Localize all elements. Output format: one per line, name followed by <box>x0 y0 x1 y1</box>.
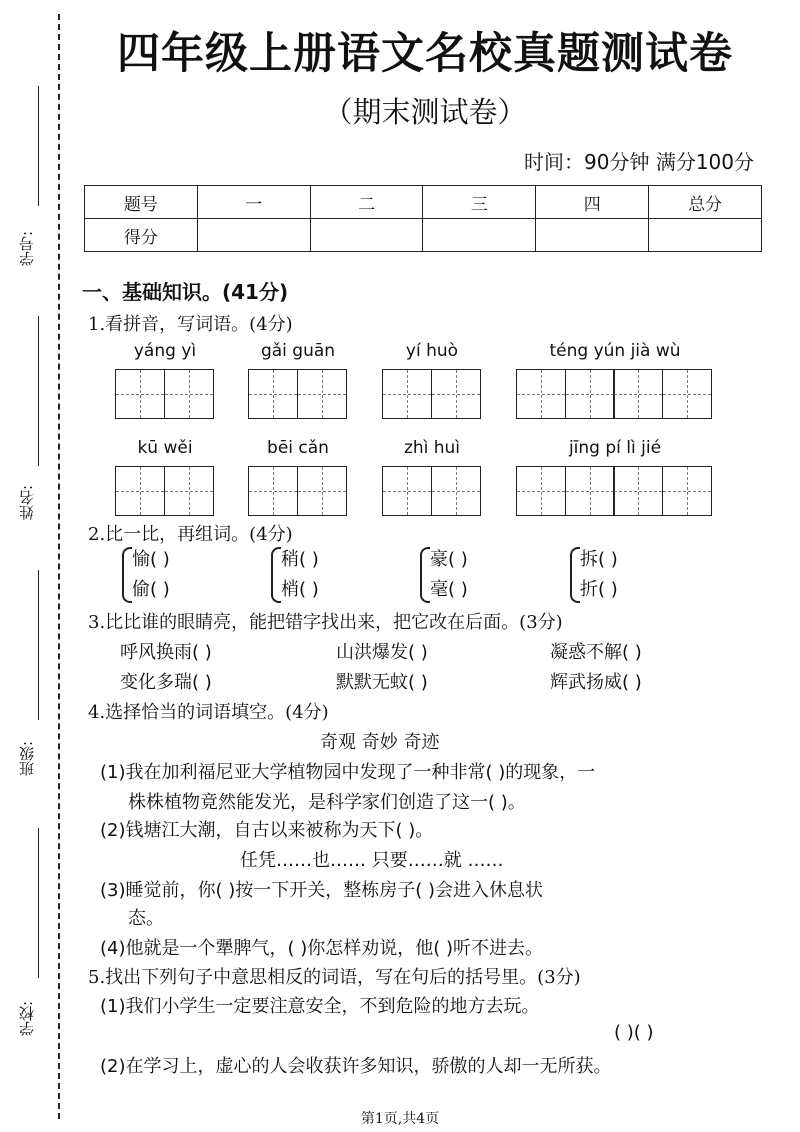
writing-box[interactable] <box>115 466 165 516</box>
word-bank: 奇观 奇妙 奇迹 <box>320 732 440 753</box>
score-table-header-cell: 总分 <box>649 186 762 219</box>
score-table-header-row <box>85 186 762 219</box>
answer-blanks[interactable]: ( )( ) <box>614 1022 654 1043</box>
score-row-label: 得分 <box>85 219 198 252</box>
exam-title: 四年级上册语文名校真题测试卷 <box>117 29 733 79</box>
school-line <box>38 828 39 978</box>
student-id-label: 学号: <box>18 230 36 266</box>
writing-box[interactable] <box>115 369 165 419</box>
writing-box[interactable] <box>565 369 615 419</box>
idiom-item[interactable]: 凝惑不解( ) <box>550 642 642 663</box>
writing-box[interactable] <box>248 369 298 419</box>
writing-box[interactable] <box>164 369 214 419</box>
writing-box[interactable] <box>662 466 712 516</box>
exam-subtitle: （期末测试卷） <box>323 95 527 129</box>
score-table-score-row <box>85 219 762 252</box>
compare-item[interactable]: 折( ) <box>580 579 618 600</box>
sentence: (2)在学习上，虚心的人会收获许多知识，骄傲的人却一无所获。 <box>100 1056 612 1077</box>
writing-box[interactable] <box>382 466 432 516</box>
sentence[interactable]: (3)睡觉前，你( )按一下开关，整栋房子( )会进入休息状 <box>100 880 544 901</box>
brace-icon <box>271 547 281 603</box>
pinyin-text: yí huò <box>405 341 459 361</box>
score-table-header-cell: 四 <box>536 186 649 219</box>
sentence[interactable]: 态。 <box>128 908 164 929</box>
sentence[interactable]: (4)他就是一个犟脾气，( )你怎样劝说，他( )听不进去。 <box>100 938 544 959</box>
brace-icon <box>570 547 580 603</box>
sentence[interactable]: 株株植物竟然能发光，是科学家们创造了这一( )。 <box>128 792 526 813</box>
pinyin-text: jīng pí lì jié <box>568 438 662 458</box>
compare-item[interactable]: 稍( ) <box>281 549 319 570</box>
pinyin-text: yáng yì <box>133 341 197 361</box>
binding-dashed-line <box>58 14 60 1119</box>
question-3-title: 3.比比谁的眼睛亮，能把错字找出来，把它改在后面。(3分) <box>88 612 563 633</box>
idiom-item[interactable]: 变化多瑞( ) <box>120 672 212 693</box>
compare-group <box>580 545 618 605</box>
brace-icon <box>420 547 430 603</box>
pinyin-grid <box>516 438 714 516</box>
pinyin-grid <box>248 438 348 516</box>
idiom-item[interactable]: 默默无蚊( ) <box>336 672 428 693</box>
score-cell[interactable] <box>423 219 536 252</box>
score-cell[interactable] <box>197 219 310 252</box>
writing-box[interactable] <box>431 369 481 419</box>
pinyin-text: kū wěi <box>137 438 193 458</box>
compare-group <box>132 545 170 605</box>
compare-group <box>281 545 319 605</box>
class-line <box>38 570 39 720</box>
word-bank: 任凭……也…… 只要……就 …… <box>240 850 504 871</box>
compare-item[interactable]: 偷( ) <box>132 579 170 600</box>
sentence[interactable]: (2)钱塘江大潮，自古以来被称为天下( )。 <box>100 820 434 841</box>
question-4-title: 4.选择恰当的词语填空。(4分) <box>88 702 329 723</box>
pinyin-text: gǎi guān <box>260 341 336 361</box>
score-cell[interactable] <box>649 219 762 252</box>
pinyin-grid <box>248 341 348 419</box>
score-table-header-cell: 二 <box>310 186 423 219</box>
question-5-title: 5.找出下列句子中意思相反的词语，写在句后的括号里。(3分) <box>88 967 581 988</box>
compare-item[interactable]: 拆( ) <box>580 549 618 570</box>
writing-box[interactable] <box>516 466 566 516</box>
pinyin-text: zhì huì <box>403 438 461 458</box>
score-table-header-cell: 一 <box>197 186 310 219</box>
writing-box[interactable] <box>662 369 712 419</box>
pinyin-grid <box>516 341 714 419</box>
compare-group <box>430 545 468 605</box>
score-table <box>84 185 762 252</box>
sentence[interactable]: (1)我在加利福尼亚大学植物园中发现了一种非常( )的现象，一 <box>100 762 596 783</box>
idiom-item[interactable]: 呼风换雨( ) <box>120 642 212 663</box>
score-cell[interactable] <box>536 219 649 252</box>
writing-box[interactable] <box>164 466 214 516</box>
pinyin-grid <box>115 438 215 516</box>
name-line <box>38 316 39 466</box>
writing-box[interactable] <box>431 466 481 516</box>
writing-box[interactable] <box>516 369 566 419</box>
class-label: 班级: <box>18 740 36 776</box>
pinyin-grid <box>382 341 482 419</box>
compare-item[interactable]: 毫( ) <box>430 579 468 600</box>
score-table-header-cell: 题号 <box>85 186 198 219</box>
question-2-title: 2.比一比，再组词。(4分) <box>88 524 293 545</box>
pinyin-text: téng yún jià wù <box>549 341 681 361</box>
idiom-item[interactable]: 辉武扬威( ) <box>550 672 642 693</box>
score-table-header-cell: 三 <box>423 186 536 219</box>
brace-icon <box>122 547 132 603</box>
idiom-item[interactable]: 山洪爆发( ) <box>336 642 428 663</box>
writing-box[interactable] <box>297 369 347 419</box>
writing-box[interactable] <box>565 466 615 516</box>
page-number: 第1页,共4页 <box>360 1111 440 1127</box>
writing-box[interactable] <box>382 369 432 419</box>
compare-item[interactable]: 梢( ) <box>281 579 319 600</box>
school-label: 学校: <box>18 1000 36 1036</box>
pinyin-grid <box>382 438 482 516</box>
score-cell[interactable] <box>310 219 423 252</box>
question-1-title: 1.看拼音，写词语。(4分) <box>88 314 293 335</box>
time-info: 时间：90分钟 满分100分 <box>524 150 754 174</box>
name-label: 姓名: <box>18 484 36 520</box>
writing-box[interactable] <box>613 466 663 516</box>
pinyin-grid <box>115 341 215 419</box>
writing-box[interactable] <box>613 369 663 419</box>
writing-box[interactable] <box>248 466 298 516</box>
sentence: (1)我们小学生一定要注意安全，不到危险的地方去玩。 <box>100 996 540 1017</box>
compare-item[interactable]: 愉( ) <box>132 549 170 570</box>
writing-box[interactable] <box>297 466 347 516</box>
compare-item[interactable]: 豪( ) <box>430 549 468 570</box>
pinyin-text: bēi cǎn <box>267 438 329 458</box>
student-id-line <box>38 86 39 206</box>
section-title: 一、基础知识。(41分) <box>82 280 289 304</box>
